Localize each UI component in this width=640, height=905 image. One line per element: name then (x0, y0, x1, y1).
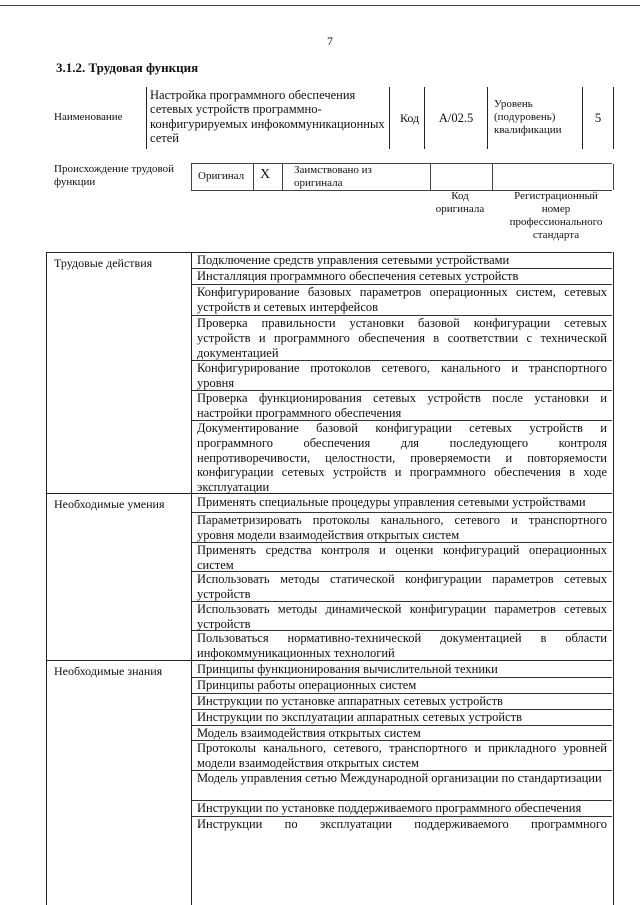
caption-registration-number (500, 190, 612, 242)
table-row: Конфигурирование базовых параметров операционных систем, сетевых устройств и сетевых интерфейсов (197, 285, 607, 314)
origin-label-line: Происхождение трудовой (54, 163, 175, 175)
name-label: Наименование (54, 111, 123, 123)
original-mark: X (260, 167, 271, 182)
caption-line: оригинала (435, 203, 485, 215)
section-label-knowledge: Необходимые знания (54, 664, 163, 678)
table-row: Пользоваться нормативно-технической документацией в области инфокоммуникационных технологий (197, 631, 607, 660)
origin-cell (430, 164, 493, 190)
level-label (494, 98, 561, 137)
table-row: Модель взаимодействия открытых систем (197, 726, 421, 740)
table-row: Документирование базовой конфигурации сетевых устройств и программного обеспечения для последующего контроля непротиворечивости, целостности, проверяемости и повторяемости конфигурации сетевых устройств и программного обеспечения в ходе эксплуатации (197, 421, 607, 495)
name-value-text: Настройка программного обеспечения сетевых устройств программно-конфигурируемых инфокоммуникационных сетей (150, 88, 385, 146)
caption-line: профессионального (509, 216, 603, 228)
table-row: Конфигурирование протоколов сетевого, канального и транспортного уровня (197, 361, 607, 390)
table-row: Параметризировать протоколы канального, сетевого и транспортного уровня модели взаимодействия открытых систем (197, 513, 607, 542)
level-label-line: квалификации (494, 124, 562, 136)
original-label: Оригинал (198, 170, 245, 182)
table-row: Использовать методы динамической конфигурации параметров сетевых устройств (197, 602, 607, 631)
table-row: Проверка функционирования сетевых устройств после установки и настройки программного обеспечения (197, 391, 607, 420)
caption-line: Код (451, 190, 469, 202)
origin-cell (492, 164, 614, 190)
table-row: Инструкции по установке поддерживаемого программного обеспечения (197, 801, 582, 815)
table-row: Инсталляция программного обеспечения сетевых устройств (197, 269, 519, 283)
caption-line: Регистрационный (514, 190, 598, 202)
name-value (146, 87, 390, 149)
borrowed-label-line: Заимствовано из (294, 164, 372, 176)
caption-original-code (435, 190, 485, 216)
code-label: Код (400, 111, 420, 125)
table-row: Принципы функционирования вычислительной техники (197, 662, 498, 676)
column-separator (191, 252, 192, 905)
page-number: 7 (327, 34, 333, 48)
section-label-actions: Трудовые действия (54, 256, 153, 270)
section-label-skills: Необходимые умения (54, 497, 165, 511)
table-row: Протоколы канального, сетевого, транспортного и прикладного уровней модели взаимодействия открытых систем (197, 741, 607, 770)
level-label-line: (подуровень) (494, 111, 556, 123)
level-value: 5 (582, 87, 614, 149)
table-row: Применять средства контроля и оценки конфигураций операционных систем (197, 543, 607, 572)
table-row: Инструкции по эксплуатации аппаратных сетевых устройств (197, 710, 522, 724)
table-row: Модель управления сетью Международной организации по стандартизации (197, 771, 602, 785)
table-row: Подключение средств управления сетевыми устройствами (197, 253, 510, 267)
table-row: Применять специальные процедуры управления сетевыми устройствами (197, 495, 586, 509)
origin-table (191, 163, 612, 191)
table-row: Использовать методы статической конфигурации параметров сетевых устройств (197, 572, 607, 601)
table-row: Проверка правильности установки базовой конфигурации сетевых устройств и программного обеспечения в соответствии с технической документацией (197, 316, 607, 360)
code-value: A/02.5 (424, 87, 488, 149)
origin-label (54, 163, 174, 189)
table-row: Принципы работы операционных систем (197, 678, 417, 692)
caption-line: номер (541, 203, 571, 215)
caption-line: стандарта (532, 229, 580, 241)
table-row: Инструкции по эксплуатации поддерживаемого программного (197, 817, 607, 831)
borrowed-label-line: оригинала (294, 177, 343, 189)
section-title: 3.1.2. Трудовая функция (56, 60, 199, 75)
borrowed-label (294, 164, 372, 190)
top-rule (0, 5, 640, 6)
origin-label-line: функции (54, 176, 96, 188)
level-label-line: Уровень (494, 98, 533, 110)
table-row: Инструкции по установке аппаратных сетевых устройств (197, 694, 503, 708)
